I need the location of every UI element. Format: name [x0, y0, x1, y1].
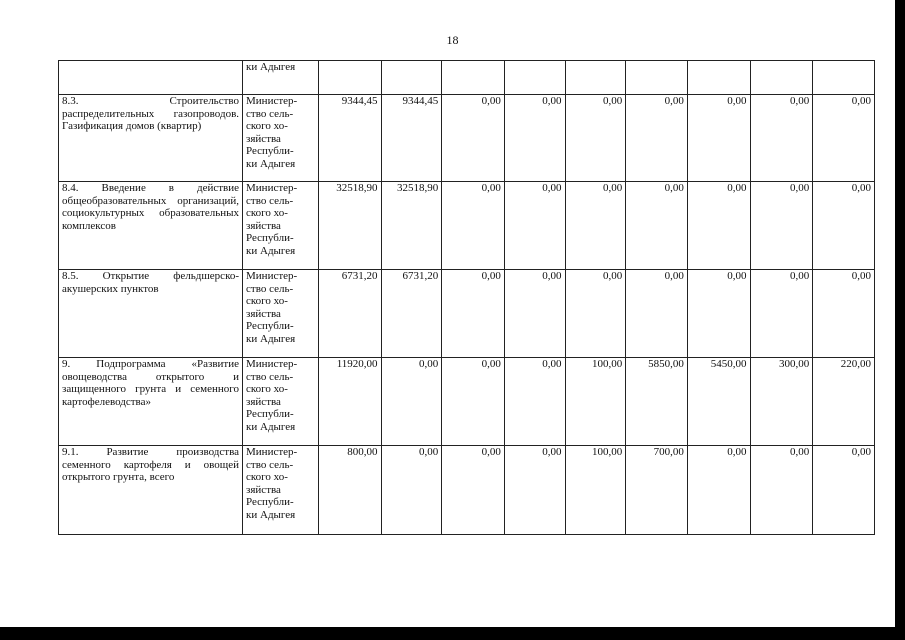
cell-value: 9344,45: [318, 95, 381, 182]
cell-value: 300,00: [750, 358, 813, 446]
cell-value: 0,00: [442, 270, 505, 358]
cell-value: [687, 61, 750, 95]
responsible-line: ки Адыгея: [246, 61, 296, 73]
cell-value: 0,00: [750, 446, 813, 535]
cell-value: 0,00: [750, 95, 813, 182]
responsible-line: ки Адыгея: [246, 157, 296, 170]
cell-responsible: [243, 446, 319, 535]
responsible-line: Республи-: [246, 232, 294, 244]
cell-value: [442, 61, 505, 95]
cell-value: 0,00: [381, 446, 442, 535]
responsible-line: Министер-: [246, 270, 298, 282]
table-row: [59, 182, 875, 270]
cell-value: 5450,00: [687, 358, 750, 446]
responsible-line: Республи-: [246, 320, 294, 332]
cell-value: 0,00: [442, 182, 505, 270]
responsible-line: зяйства: [246, 219, 281, 232]
responsible-line: ство сель-: [246, 194, 294, 207]
cell-value: 0,00: [813, 446, 875, 535]
cell-value: [813, 61, 875, 95]
table-row: [59, 446, 875, 535]
cell-value: [318, 61, 381, 95]
cell-value: [626, 61, 688, 95]
cell-value: 0,00: [442, 95, 505, 182]
responsible-line: ство сель-: [246, 458, 294, 471]
table-row: [59, 358, 875, 446]
cell-description: 9.1. Развитие производства семенного картофеля и овощей открытого грунта, всего: [59, 446, 243, 535]
responsible-line: зяйства: [246, 132, 281, 145]
cell-value: 11920,00: [318, 358, 381, 446]
responsible-line: ство сель-: [246, 370, 294, 383]
cell-value: 0,00: [750, 182, 813, 270]
responsible-line: ки Адыгея: [246, 332, 296, 345]
cell-value: [565, 61, 626, 95]
responsible-line: ского хо-: [246, 471, 288, 483]
cell-value: 32518,90: [381, 182, 442, 270]
cell-value: 0,00: [504, 182, 565, 270]
cell-responsible: [243, 61, 319, 95]
cell-value: 0,00: [381, 358, 442, 446]
cell-value: 700,00: [626, 446, 688, 535]
cell-value: 6731,20: [318, 270, 381, 358]
page-number: 18: [446, 33, 459, 47]
scan-edge-right: [895, 0, 905, 640]
table-row: [59, 95, 875, 182]
responsible-line: Министер-: [246, 358, 298, 370]
cell-description: 8.3. Строительство распределительных газопроводов. Газификация домов (квартир): [59, 95, 243, 182]
cell-description: 8.5. Открытие фельдшерско-акушерских пунктов: [59, 270, 243, 358]
cell-value: [504, 61, 565, 95]
cell-responsible: [243, 270, 319, 358]
cell-value: 32518,90: [318, 182, 381, 270]
cell-value: 0,00: [565, 270, 626, 358]
scan-edge-bottom: [0, 627, 905, 640]
responsible-line: ского хо-: [246, 207, 288, 219]
cell-value: 0,00: [687, 270, 750, 358]
responsible-line: зяйства: [246, 307, 281, 320]
cell-description: [59, 61, 243, 95]
responsible-line: зяйства: [246, 395, 281, 408]
cell-value: 0,00: [565, 182, 626, 270]
cell-value: 0,00: [504, 95, 565, 182]
cell-description: 9. Подпрограмма «Развитие овощеводства открытого и защищенного грунта и семенного картофелеводства»: [59, 358, 243, 446]
responsible-line: ского хо-: [246, 383, 288, 395]
responsible-line: Республи-: [246, 145, 294, 157]
cell-value: 0,00: [442, 446, 505, 535]
cell-value: 0,00: [626, 182, 688, 270]
cell-value: 9344,45: [381, 95, 442, 182]
cell-value: 0,00: [442, 358, 505, 446]
cell-value: 0,00: [687, 182, 750, 270]
cell-value: 0,00: [813, 270, 875, 358]
cell-value: 220,00: [813, 358, 875, 446]
cell-value: 100,00: [565, 446, 626, 535]
cell-responsible: [243, 95, 319, 182]
cell-responsible: [243, 358, 319, 446]
cell-value: 0,00: [687, 95, 750, 182]
table-row: [59, 61, 875, 95]
data-table: [58, 60, 875, 535]
cell-value: 800,00: [318, 446, 381, 535]
cell-value: 0,00: [813, 182, 875, 270]
responsible-line: ки Адыгея: [246, 244, 296, 257]
cell-value: [381, 61, 442, 95]
responsible-line: ки Адыгея: [246, 508, 296, 521]
responsible-line: Министер-: [246, 95, 298, 107]
cell-value: 6731,20: [381, 270, 442, 358]
cell-value: 0,00: [504, 358, 565, 446]
cell-value: 0,00: [504, 270, 565, 358]
responsible-line: ского хо-: [246, 295, 288, 307]
responsible-line: Республи-: [246, 408, 294, 420]
responsible-line: ки Адыгея: [246, 420, 296, 433]
cell-value: 0,00: [813, 95, 875, 182]
responsible-line: Республи-: [246, 496, 294, 508]
responsible-line: Министер-: [246, 446, 298, 458]
cell-value: 5850,00: [626, 358, 688, 446]
cell-value: 0,00: [504, 446, 565, 535]
responsible-line: ство сель-: [246, 107, 294, 120]
cell-value: 0,00: [750, 270, 813, 358]
cell-value: 0,00: [565, 95, 626, 182]
cell-value: 0,00: [687, 446, 750, 535]
responsible-line: ского хо-: [246, 120, 288, 132]
responsible-line: Министер-: [246, 182, 298, 194]
cell-description: 8.4. Введение в действие общеобразовательных организаций, социокультурных образовательных комплексов: [59, 182, 243, 270]
cell-value: 100,00: [565, 358, 626, 446]
responsible-line: зяйства: [246, 483, 281, 496]
table-row: [59, 270, 875, 358]
cell-value: 0,00: [626, 270, 688, 358]
cell-value: [750, 61, 813, 95]
cell-value: 0,00: [626, 95, 688, 182]
cell-responsible: [243, 182, 319, 270]
responsible-line: ство сель-: [246, 282, 294, 295]
